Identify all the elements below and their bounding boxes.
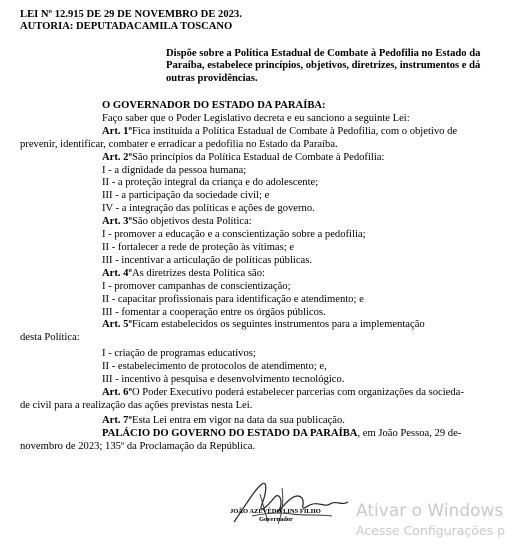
article-3 [20, 216, 504, 229]
article-label: Art. 6º [102, 386, 132, 398]
list-item: II - capacitar profissionais para identificação e atendimento; e [102, 293, 364, 305]
governor-title: O GOVERNADOR DO ESTADO DA PARAÍBA: [102, 100, 326, 111]
watermark-line-1: Ativar o Windows [356, 501, 504, 521]
article-7 [20, 415, 504, 428]
article-label: Art. 4º [102, 267, 132, 279]
article-5-continuation: desta Política: [20, 332, 80, 344]
article-6 [20, 387, 504, 400]
enactment-clause: Faço saber que o Poder Legislativo decreta e eu sanciono a seguinte Lei: [102, 112, 410, 124]
list-item: III - incentivar a articulação de políticas públicas. [102, 254, 313, 266]
list-item: I - promover a educação e a conscientização sobre a pedofilia; [102, 229, 366, 241]
palace-name: PALÁCIO DO GOVERNO DO ESTADO DA PARAÍBA [102, 427, 358, 439]
article-label: Art. 5º [102, 319, 132, 331]
list-item: III - a participação da sociedade civil; e [102, 190, 270, 202]
article-text: Fica instituída a Política Estadual de Combate à Pedofilia, com o objetivo de [131, 125, 458, 137]
windows-activation-watermark [356, 500, 505, 540]
list-item: IV - a integração das políticas e ações de governo. [102, 203, 315, 215]
law-header [20, 9, 242, 33]
list-item: I - a dignidade da pessoa humana; [102, 164, 247, 176]
signatory-role: Governador [259, 516, 293, 523]
article-label: Art. 3º [102, 216, 132, 228]
law-number: LEI Nº 12.915 DE 29 DE NOVEMBRO DE 2023. [20, 9, 242, 20]
article-label: Art. 1º [102, 125, 132, 137]
article-text: São princípios da Política Estadual de Combate à Pedofilia: [131, 151, 385, 163]
signatory-name: JOÃO AZEVÊDO LINS FILHO [230, 508, 321, 515]
list-item: I - promover campanhas de conscientização; [102, 280, 291, 292]
law-summary: Dispõe sobre a Política Estadual de Combate à Pedofilia no Estado da Paraíba, estabelece princípios, objetivos, diretrizes, instrumentos e dá outras providências. [166, 48, 481, 84]
list-item: II - fortalecer a rede de proteção às vítimas; e [102, 241, 295, 253]
list-item: II - a proteção integral da criança e do adolescente; [102, 177, 319, 189]
article-2 [20, 152, 504, 165]
article-text: As diretrizes desta Política são: [131, 267, 265, 279]
list-item: III - fomentar a cooperação entre os órgãos públicos. [102, 306, 326, 318]
article-text: O Poder Executivo poderá estabelecer parcerias com organizações da socieda- [131, 386, 464, 398]
watermark-line-2: Acesse Configurações p [356, 523, 506, 538]
article-text: Esta Lei entra em vigor na data da sua publicação. [131, 414, 345, 426]
law-body [20, 100, 504, 453]
closing-place-date: , em João Pessoa, 29 de- [357, 427, 462, 439]
article-text: Ficam estabelecidos os seguintes instrumentos para a implementação [131, 319, 425, 331]
article-6-continuation: de civil para a realização das ações previstas nesta Lei. [20, 399, 253, 411]
article-text: São objetivos desta Política: [131, 216, 252, 228]
law-author: AUTORIA: DEPUTADACAMILA TOSCANO [20, 21, 233, 32]
list-item: III - incentivo à pesquisa e desenvolvimento tecnológico. [102, 374, 345, 386]
closing-line [20, 428, 504, 441]
article-4 [20, 268, 504, 281]
article-label: Art. 7º [102, 414, 132, 426]
article-1 [20, 126, 504, 139]
article-5 [20, 319, 504, 332]
article-label: Art. 2º [102, 151, 132, 163]
list-item: I - criação de programas educativos; [102, 348, 256, 360]
list-item: II - estabelecimento de protocolos de atendimento; e, [102, 361, 327, 373]
closing-line-2: novembro de 2023; 135º da Proclamação da República. [20, 440, 256, 452]
article-1-continuation: prevenir, identificar, combater e erradicar a pedofilia no Estado da Paraíba. [20, 138, 338, 150]
